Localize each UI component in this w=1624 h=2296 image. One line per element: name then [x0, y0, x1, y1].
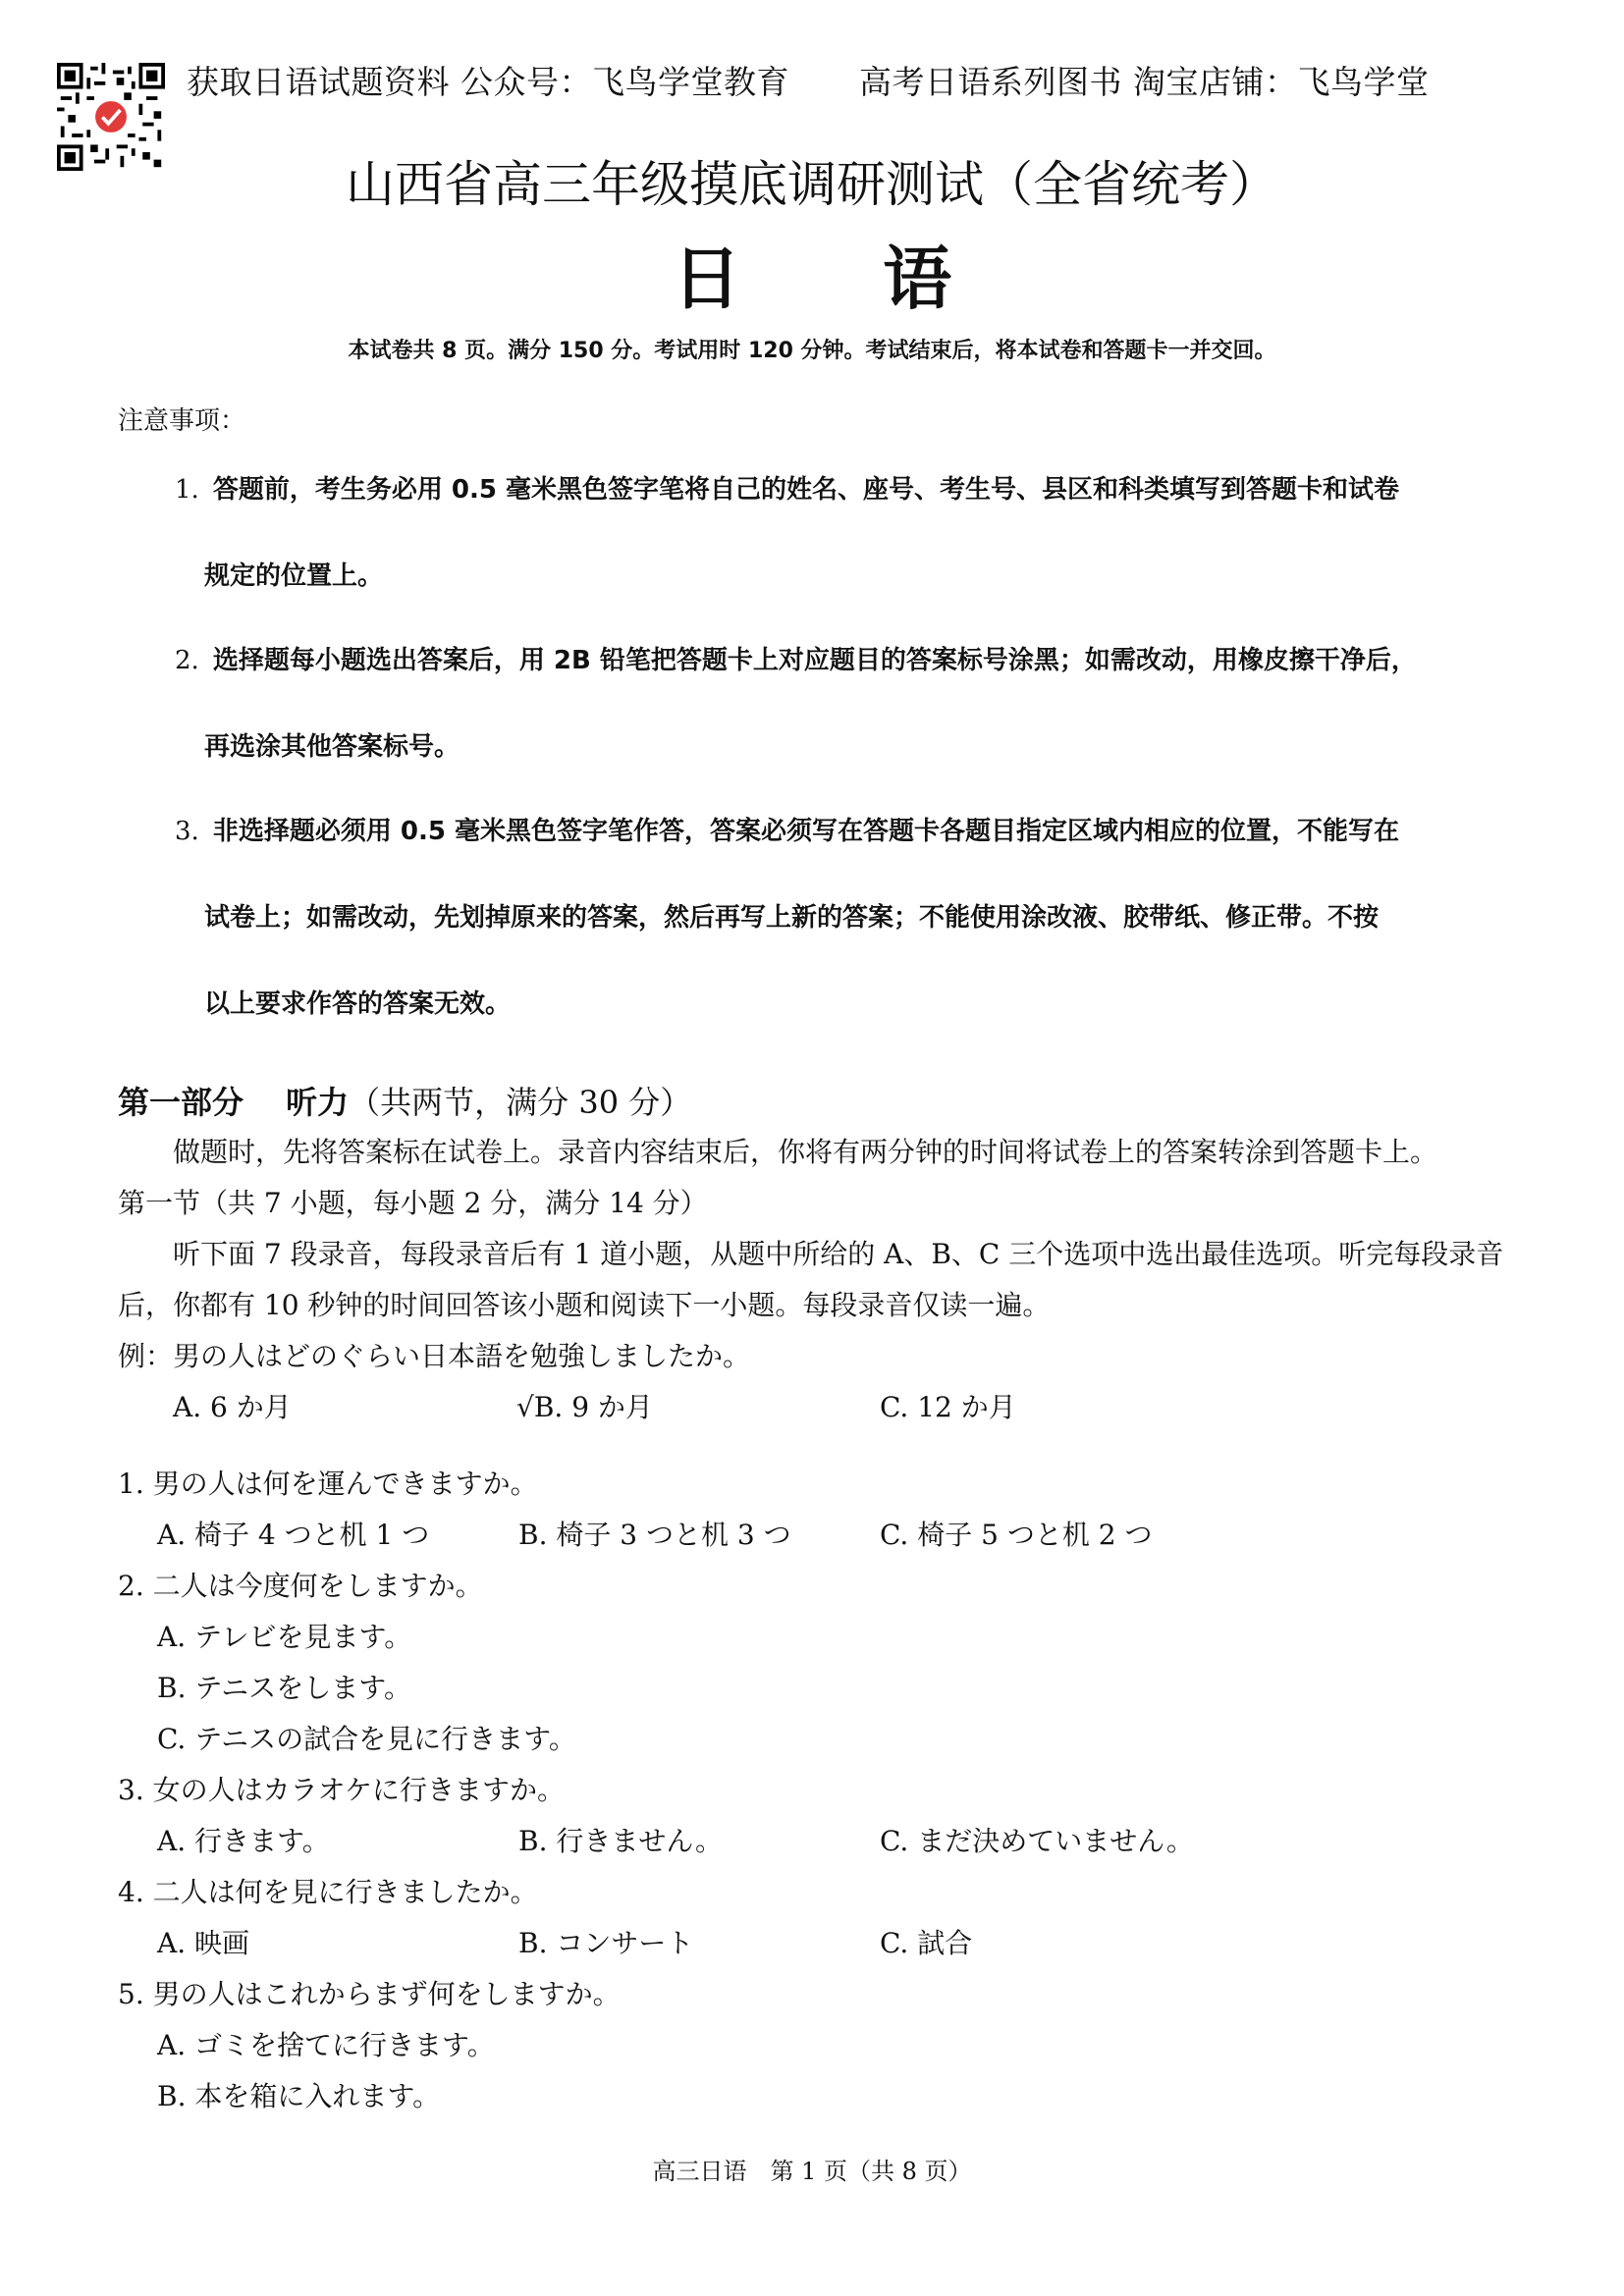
- exam-info: 本试卷共 8 页。满分 150 分。考试用时 120 分钟。考试结束后，将本试卷和答题卡一并交回。: [348, 339, 1276, 363]
- notice-item-3: [175, 811, 1399, 847]
- notice-heading: 注意事项：: [118, 406, 246, 436]
- part1-instruction: 做题时，先将答案标在试卷上。录音内容结束后，你将有两分钟的时间将试卷上的答案转涂到答题卡上。: [173, 1136, 1438, 1168]
- part1-title: [118, 1078, 691, 1123]
- section1-instruction-cont: 后，你都有 10 秒钟的时间回答该小题和阅读下一小题。每段录音仅读一遍。: [118, 1289, 1051, 1321]
- notice-number: 1.: [175, 475, 199, 505]
- question-2-option-c: C. テニスの試合を見に行きます。: [157, 1723, 576, 1755]
- notice-item-3-cont2: 以上要求作答的答案无效。: [204, 989, 512, 1019]
- subject-title: 日 语: [672, 238, 1011, 319]
- question-4-option-a: A. 映画: [157, 1927, 250, 1959]
- question-5-option-a: A. ゴミを捨てに行きます。: [157, 2029, 495, 2061]
- question-1-option-a: A. 椅子 4 つと机 1 つ: [157, 1519, 430, 1551]
- notice-item-2: [175, 640, 1417, 676]
- question-2: 2. 二人は今度何をしますか。: [118, 1570, 483, 1602]
- question-3-option-a: A. 行きます。: [157, 1825, 330, 1857]
- question-3-option-c: C. まだ決めていません。: [880, 1825, 1194, 1857]
- notice-item-2-cont: 再选涂其他答案标号。: [204, 732, 460, 762]
- notice-item-1-cont: 规定的位置上。: [204, 561, 384, 591]
- notice-number: 2.: [175, 646, 199, 675]
- notice-item-3-cont: 试卷上；如需改动，先划掉原来的答案，然后再写上新的答案；不能使用涂改液、胶带纸、修正带。不按: [204, 903, 1380, 933]
- exam-title: 山西省高三年级摸底调研测试（全省统考）: [346, 156, 1278, 213]
- section1-instruction: 听下面 7 段录音，每段录音后有 1 道小题，从题中所给的 A、B、C 三个选项中选出最佳选项。听完每段录音: [173, 1238, 1504, 1270]
- question-4-option-c: C. 試合: [880, 1927, 973, 1959]
- question-3: 3. 女の人はカラオケに行きますか。: [118, 1774, 566, 1806]
- page-footer: 高三日语 第 1 页（共 8 页）: [652, 2158, 972, 2185]
- part1-title-rest: （共两节，满分 30 分）: [349, 1084, 692, 1121]
- question-4: 4. 二人は何を見に行きましたか。: [118, 1876, 538, 1908]
- question-2-option-b: B. テニスをします。: [157, 1672, 412, 1704]
- question-1: 1. 男の人は何を運んできますか。: [118, 1468, 538, 1500]
- example-option-b: √B. 9 か月: [516, 1391, 653, 1423]
- question-4-option-b: B. コンサート: [518, 1927, 694, 1959]
- question-1-option-b: B. 椅子 3 つと机 3 つ: [518, 1519, 791, 1551]
- notice-item-1: [175, 469, 1399, 506]
- section1-title: 第一节（共 7 小题，每小题 2 分，满分 14 分）: [118, 1187, 708, 1219]
- notice-text: 答题前，考生务必用 0.5 毫米黑色签字笔将自己的姓名、座号、考生号、县区和科类填写到答题卡和试卷: [212, 475, 1399, 505]
- question-2-option-a: A. テレビを見ます。: [157, 1621, 412, 1653]
- question-3-option-b: B. 行きません。: [518, 1825, 724, 1857]
- example-option-a: A. 6 か月: [173, 1391, 292, 1423]
- example-option-c: C. 12 か月: [880, 1391, 1016, 1423]
- question-1-option-c: C. 椅子 5 つと机 2 つ: [880, 1519, 1153, 1551]
- header-left-text: 获取日语试题资料 公众号：飞鸟学堂教育: [187, 63, 789, 101]
- question-5: 5. 男の人はこれからまず何をしますか。: [118, 1978, 621, 2010]
- notice-number: 3.: [175, 817, 199, 846]
- notice-text: 选择题每小题选出答案后，用 2B 铅笔把答题卡上对应题目的答案标号涂黑；如需改动，用橡皮擦干净后，: [212, 646, 1417, 675]
- example-question: 例：男の人はどのぐらい日本語を勉強しましたか。: [118, 1340, 751, 1372]
- header-right-text: 高考日语系列图书 淘宝店铺：飞鸟学堂: [859, 63, 1430, 101]
- question-5-option-b: B. 本を箱に入れます。: [157, 2080, 441, 2112]
- part1-title-bold: 第一部分 听力: [118, 1084, 350, 1121]
- notice-text: 非选择题必须用 0.5 毫米黑色签字笔作答，答案必须写在答题卡各题目指定区域内相应的位置，不能写在: [212, 817, 1399, 846]
